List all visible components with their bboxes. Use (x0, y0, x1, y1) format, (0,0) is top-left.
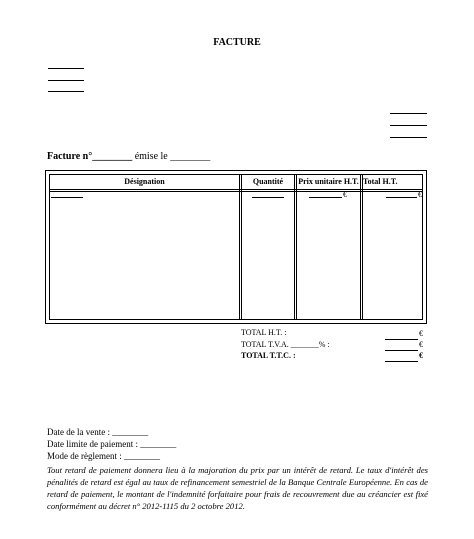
header-quantity: Quantité (252, 177, 284, 186)
issued-label: émise le (134, 151, 168, 162)
column-divider (294, 175, 297, 319)
sender-line-2[interactable] (48, 80, 84, 81)
payment-deadline-line: Date limite de paiement : ________ (47, 439, 177, 449)
invoice-table (45, 170, 427, 324)
recipient-line-1[interactable] (390, 113, 427, 114)
header-divider (50, 189, 422, 192)
unit-price-currency: € (343, 190, 347, 199)
recipient-line-2[interactable] (390, 125, 427, 126)
document-title: FACTURE (213, 37, 261, 48)
sender-line-3[interactable] (48, 91, 84, 92)
total-ttc-label: TOTAL T.T.C. : (241, 351, 296, 360)
header-total: Total H.T. (363, 177, 398, 186)
payment-method-line: Mode de règlement : ________ (47, 451, 160, 461)
recipient-line-3[interactable] (390, 137, 427, 138)
total-tva-currency: € (419, 340, 423, 349)
total-tva-blank[interactable] (385, 350, 418, 351)
total-ht-label: TOTAL H.T. : (241, 328, 287, 337)
issued-date-blank[interactable]: ________ (170, 151, 211, 162)
total-ht-blank[interactable] (385, 339, 418, 340)
total-blank[interactable] (386, 197, 417, 198)
column-divider (239, 175, 242, 319)
late-payment-notice: Tout retard de paiement donnera lieu à la majoration du prix par un intérêt de retard. Le taux d'intérêt des pénalités de retard est égal au taux de refinancement semestriel de la Banque Centrale Européenne. En cas de retard de paiement, le montant de l'indemnité forfaitaire pour frais de recouvrement due au créancier est fixé conformément au décret n° 2012-1115 du 2 octobre 2012. (47, 465, 428, 511)
unit-price-blank[interactable] (309, 197, 342, 198)
total-tva-label: TOTAL T.V.A. _______% : (241, 340, 330, 349)
header-unit-price: Prix unitaire H.T. (298, 177, 359, 186)
sender-line-1[interactable] (48, 68, 84, 69)
invoice-number-line (47, 151, 210, 162)
header-designation: Désignation (124, 177, 165, 186)
total-currency: € (418, 190, 422, 199)
total-ttc-blank[interactable] (385, 361, 418, 362)
designation-blank[interactable] (51, 197, 83, 198)
total-ht-currency: € (419, 329, 423, 338)
total-ttc-currency: € (419, 351, 423, 360)
column-divider (360, 175, 363, 319)
invoice-prefix: Facture n° (47, 151, 93, 162)
sale-date-line: Date de la vente : ________ (47, 427, 149, 437)
invoice-number-blank[interactable]: ________ (92, 151, 133, 162)
quantity-blank[interactable] (252, 197, 284, 198)
